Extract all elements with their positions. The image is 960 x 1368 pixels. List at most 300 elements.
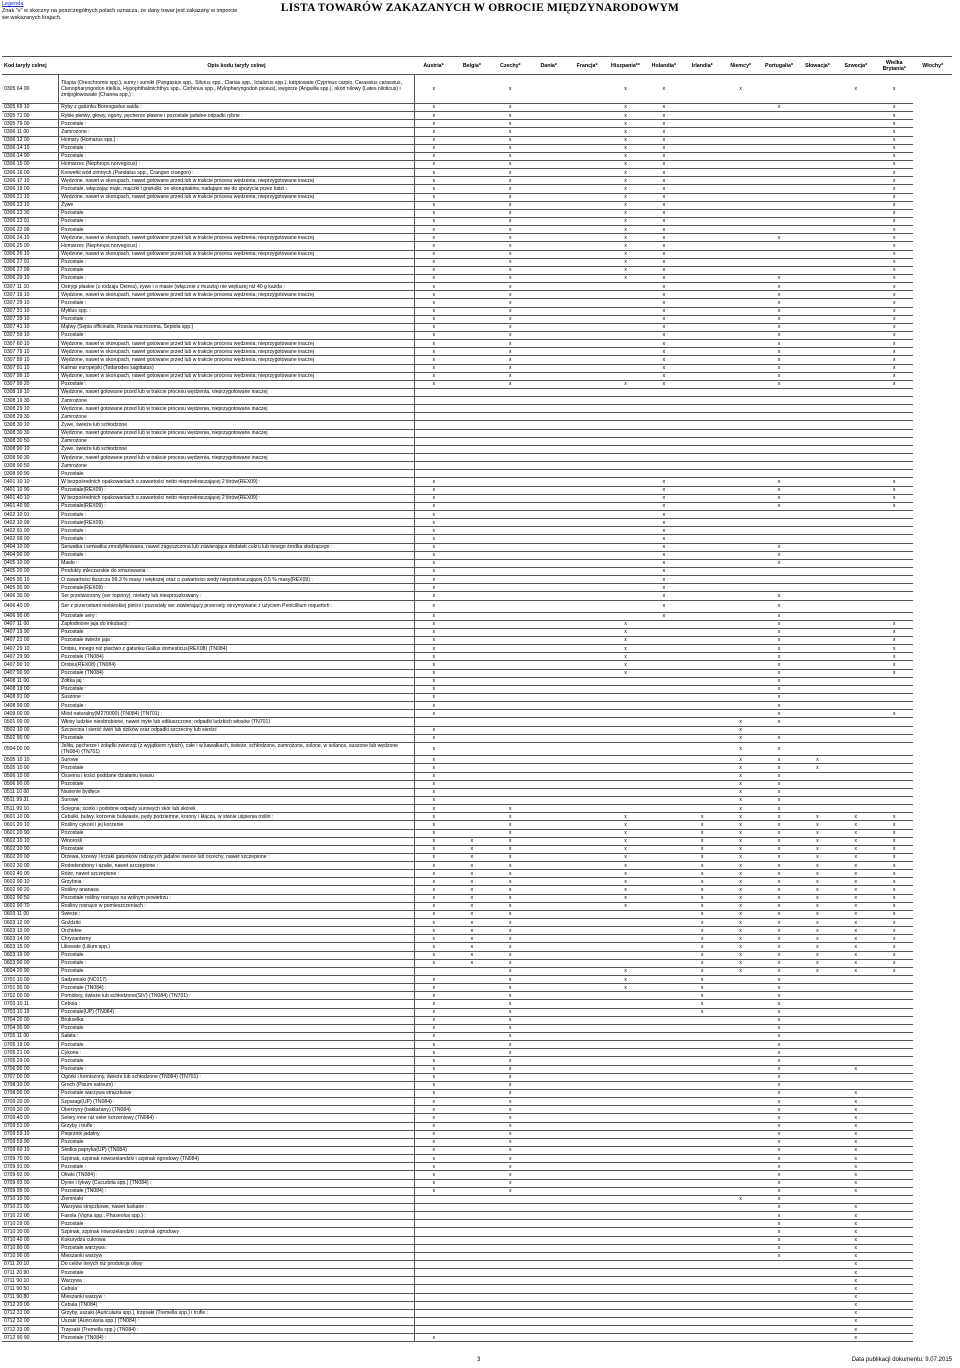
ban-mark: x bbox=[414, 323, 452, 331]
tariff-description: Pozostałe bbox=[59, 845, 415, 853]
ban-mark bbox=[530, 1049, 568, 1057]
ban-mark bbox=[645, 1220, 683, 1228]
ban-mark bbox=[453, 283, 491, 291]
ban-mark: x bbox=[491, 242, 529, 250]
ban-mark bbox=[491, 645, 529, 653]
ban-mark: x bbox=[760, 935, 798, 943]
ban-mark bbox=[606, 437, 644, 445]
ban-mark bbox=[837, 1000, 875, 1008]
table-row bbox=[2, 169, 952, 177]
table-row bbox=[2, 1228, 952, 1236]
table-row bbox=[2, 693, 952, 701]
ban-mark bbox=[683, 356, 721, 364]
ban-mark: x bbox=[645, 185, 683, 193]
ban-mark bbox=[606, 584, 644, 592]
ban-mark bbox=[645, 927, 683, 935]
ban-mark bbox=[683, 340, 721, 348]
ban-mark bbox=[568, 1024, 606, 1032]
ban-mark bbox=[530, 120, 568, 128]
tariff-code: 0406 30 00 bbox=[2, 592, 59, 600]
ban-mark bbox=[683, 266, 721, 274]
ban-mark: x bbox=[414, 645, 452, 653]
ban-mark bbox=[530, 677, 568, 685]
ban-mark bbox=[837, 568, 875, 576]
ban-mark: x bbox=[875, 291, 913, 299]
ban-mark bbox=[414, 1220, 452, 1228]
ban-mark bbox=[798, 234, 836, 242]
ban-mark: x bbox=[414, 693, 452, 701]
ban-mark bbox=[875, 718, 913, 726]
ban-mark bbox=[683, 169, 721, 177]
ban-mark bbox=[530, 372, 568, 380]
table-row bbox=[2, 283, 952, 291]
table-row bbox=[2, 185, 952, 193]
ban-mark: x bbox=[645, 144, 683, 152]
ban-mark: x bbox=[837, 1098, 875, 1106]
ban-mark: x bbox=[606, 136, 644, 144]
ban-mark bbox=[837, 177, 875, 185]
ban-mark bbox=[530, 1334, 568, 1342]
ban-mark bbox=[837, 559, 875, 567]
ban-mark bbox=[837, 462, 875, 470]
ban-mark bbox=[606, 405, 644, 413]
table-row bbox=[2, 620, 952, 628]
ban-mark: x bbox=[875, 927, 913, 935]
ban-mark bbox=[453, 1155, 491, 1163]
ban-mark: x bbox=[491, 307, 529, 315]
table-row bbox=[2, 128, 952, 136]
ban-mark bbox=[530, 519, 568, 527]
ban-mark bbox=[453, 637, 491, 645]
tariff-code: 0405 10 00 bbox=[2, 559, 59, 567]
tariff-description: Wędzone, nawet w skorupach, nawet gotowane przed lub w trakcie procesu wędzenia; nieprzygotowane inaczej bbox=[59, 177, 415, 185]
ban-mark bbox=[453, 992, 491, 1000]
tariff-code: 0306 27 91 bbox=[2, 258, 59, 266]
tariff-description: Groch (Pisum sativum) : bbox=[59, 1081, 415, 1089]
ban-mark bbox=[530, 862, 568, 870]
ban-mark bbox=[645, 645, 683, 653]
tariff-description: Pozostałe bbox=[59, 1024, 415, 1032]
ban-mark: x bbox=[875, 209, 913, 217]
ban-mark: x bbox=[760, 870, 798, 878]
ban-mark: x bbox=[721, 967, 759, 975]
ban-mark bbox=[683, 1285, 721, 1293]
ban-mark bbox=[683, 1334, 721, 1342]
ban-mark bbox=[568, 1138, 606, 1146]
ban-mark bbox=[530, 1228, 568, 1236]
ban-mark bbox=[760, 169, 798, 177]
ban-mark bbox=[721, 1285, 759, 1293]
ban-mark bbox=[606, 959, 644, 967]
table-row bbox=[2, 734, 952, 742]
ban-mark: x bbox=[760, 734, 798, 742]
ban-mark bbox=[875, 543, 913, 551]
ban-mark bbox=[568, 160, 606, 168]
tariff-code: 0602 90 10 bbox=[2, 878, 59, 886]
ban-mark bbox=[837, 185, 875, 193]
tariff-code: 0709 59 90 bbox=[2, 1138, 59, 1146]
ban-mark bbox=[491, 677, 529, 685]
ban-mark bbox=[530, 600, 568, 612]
ban-mark: x bbox=[645, 104, 683, 112]
ban-mark bbox=[645, 902, 683, 910]
ban-mark bbox=[645, 1138, 683, 1146]
ban-mark bbox=[645, 878, 683, 886]
ban-mark bbox=[837, 992, 875, 1000]
ban-mark bbox=[568, 600, 606, 612]
ban-mark bbox=[453, 380, 491, 388]
ban-mark bbox=[721, 364, 759, 372]
ban-mark bbox=[875, 764, 913, 772]
ban-mark bbox=[606, 1260, 644, 1268]
ban-mark bbox=[798, 612, 836, 620]
ban-mark bbox=[837, 470, 875, 478]
ban-mark bbox=[568, 661, 606, 669]
ban-mark: x bbox=[760, 1016, 798, 1024]
table-row bbox=[2, 919, 952, 927]
ban-mark: x bbox=[491, 291, 529, 299]
ban-mark: x bbox=[491, 910, 529, 918]
ban-mark bbox=[683, 160, 721, 168]
ban-mark bbox=[721, 291, 759, 299]
table-row bbox=[2, 902, 952, 910]
tariff-code: 0706 90 00 bbox=[2, 1065, 59, 1073]
ban-mark bbox=[721, 1024, 759, 1032]
ban-mark bbox=[453, 788, 491, 796]
ban-mark bbox=[606, 1228, 644, 1236]
tariff-description: Drobiu, innego niż ptactwo z gatunku Gallus domesticus(REX08) (TN084) bbox=[59, 645, 415, 653]
ban-mark bbox=[568, 299, 606, 307]
ban-mark: x bbox=[491, 813, 529, 821]
ban-mark: x bbox=[491, 160, 529, 168]
ban-mark bbox=[721, 502, 759, 510]
ban-mark: x bbox=[606, 193, 644, 201]
ban-mark bbox=[683, 470, 721, 478]
ban-mark: x bbox=[875, 169, 913, 177]
table-row bbox=[2, 1090, 952, 1098]
tariff-description: Pozostałe : bbox=[59, 274, 415, 282]
ban-mark: x bbox=[875, 486, 913, 494]
tariff-code: 0705 21 00 bbox=[2, 1049, 59, 1057]
ban-mark bbox=[798, 1171, 836, 1179]
ban-mark bbox=[645, 837, 683, 845]
column-header: Kod taryfy celnej bbox=[2, 57, 59, 75]
ban-mark bbox=[837, 527, 875, 535]
ban-mark bbox=[721, 1146, 759, 1154]
table-row bbox=[2, 177, 952, 185]
ban-mark bbox=[568, 984, 606, 992]
ban-mark: x bbox=[721, 837, 759, 845]
ban-mark: x bbox=[453, 935, 491, 943]
ban-mark: x bbox=[837, 1155, 875, 1163]
tariff-description: Trzęsaki (Tremella spp.) (TN084) : bbox=[59, 1326, 415, 1334]
ban-mark bbox=[683, 1228, 721, 1236]
ban-mark: x bbox=[798, 878, 836, 886]
ban-mark bbox=[530, 1033, 568, 1041]
table-row bbox=[2, 853, 952, 861]
table-row bbox=[2, 1252, 952, 1260]
table-row bbox=[2, 291, 952, 299]
tariff-code: 0709 70 00 bbox=[2, 1155, 59, 1163]
tariff-code: 0710 40 00 bbox=[2, 1236, 59, 1244]
ban-mark bbox=[530, 796, 568, 804]
ban-mark: x bbox=[837, 1138, 875, 1146]
tariff-description: Mątwy (Sepia officinalis, Rossia macrosoma, Sepiola spp.) bbox=[59, 323, 415, 331]
ban-mark bbox=[453, 454, 491, 462]
ban-mark bbox=[491, 628, 529, 636]
ban-mark bbox=[721, 551, 759, 559]
tariff-code: 0404 90 00 bbox=[2, 551, 59, 559]
tariff-code: 0307 99 10 bbox=[2, 372, 59, 380]
ban-mark: x bbox=[760, 661, 798, 669]
ban-mark: x bbox=[491, 331, 529, 339]
tariff-code: 0601 20 10 bbox=[2, 821, 59, 829]
tariff-description: Do celów innych niż produkcja oliwy bbox=[59, 1260, 415, 1268]
ban-mark bbox=[530, 568, 568, 576]
ban-mark bbox=[645, 780, 683, 788]
ban-mark bbox=[837, 576, 875, 584]
ban-mark bbox=[721, 185, 759, 193]
ban-mark bbox=[414, 1260, 452, 1268]
ban-mark bbox=[530, 209, 568, 217]
ban-mark: x bbox=[760, 853, 798, 861]
ban-mark bbox=[453, 462, 491, 470]
table-row bbox=[2, 1212, 952, 1220]
ban-mark bbox=[568, 1065, 606, 1073]
ban-mark bbox=[453, 764, 491, 772]
ban-mark: x bbox=[491, 340, 529, 348]
ban-mark: x bbox=[760, 1155, 798, 1163]
ban-mark bbox=[645, 1244, 683, 1252]
table-row bbox=[2, 568, 952, 576]
table-row bbox=[2, 470, 952, 478]
ban-mark bbox=[645, 620, 683, 628]
ban-mark bbox=[645, 693, 683, 701]
ban-mark: x bbox=[414, 1122, 452, 1130]
ban-mark bbox=[683, 620, 721, 628]
ban-mark: x bbox=[721, 862, 759, 870]
ban-mark bbox=[645, 788, 683, 796]
ban-mark bbox=[568, 821, 606, 829]
ban-mark bbox=[568, 1033, 606, 1041]
ban-mark bbox=[798, 193, 836, 201]
legend-title-link[interactable]: Legenda bbox=[2, 1, 24, 7]
ban-mark: x bbox=[645, 559, 683, 567]
tariff-description: Rośliny ananasa bbox=[59, 886, 415, 894]
ban-mark bbox=[568, 592, 606, 600]
ban-mark bbox=[606, 388, 644, 396]
tariff-code: 0306 22 91 bbox=[2, 217, 59, 225]
ban-mark bbox=[798, 160, 836, 168]
tariff-code: 0406 40 00 bbox=[2, 600, 59, 612]
ban-mark bbox=[760, 413, 798, 421]
table-row bbox=[2, 1285, 952, 1293]
table-row bbox=[2, 445, 952, 453]
ban-mark bbox=[414, 1301, 452, 1309]
ban-mark bbox=[798, 551, 836, 559]
tariff-code: 0502 10 00 bbox=[2, 726, 59, 734]
tariff-code: 0709 93 00 bbox=[2, 1179, 59, 1187]
ban-mark bbox=[530, 886, 568, 894]
ban-mark bbox=[530, 967, 568, 975]
ban-mark: x bbox=[414, 1146, 452, 1154]
ban-mark bbox=[875, 805, 913, 813]
ban-mark bbox=[837, 348, 875, 356]
tariff-description: Żółtka jaj : bbox=[59, 677, 415, 685]
ban-mark bbox=[491, 1326, 529, 1334]
ban-mark bbox=[837, 592, 875, 600]
ban-mark bbox=[875, 726, 913, 734]
ban-mark: x bbox=[760, 813, 798, 821]
ban-mark: x bbox=[414, 568, 452, 576]
ban-mark bbox=[414, 1277, 452, 1285]
ban-mark: x bbox=[760, 348, 798, 356]
ban-mark: x bbox=[606, 217, 644, 225]
ban-mark bbox=[453, 445, 491, 453]
ban-mark bbox=[530, 1155, 568, 1163]
ban-mark bbox=[453, 821, 491, 829]
ban-mark: x bbox=[683, 870, 721, 878]
ban-mark bbox=[530, 1285, 568, 1293]
ban-mark bbox=[837, 152, 875, 160]
ban-mark: x bbox=[875, 274, 913, 282]
ban-mark bbox=[721, 1065, 759, 1073]
ban-mark bbox=[453, 772, 491, 780]
ban-mark bbox=[568, 1179, 606, 1187]
ban-mark bbox=[491, 511, 529, 519]
ban-mark bbox=[530, 421, 568, 429]
ban-mark bbox=[530, 1016, 568, 1024]
tariff-code: 0402 91 00 bbox=[2, 527, 59, 535]
tariff-code: 0709 59 10 bbox=[2, 1130, 59, 1138]
ban-mark bbox=[530, 535, 568, 543]
ban-mark: x bbox=[491, 1090, 529, 1098]
ban-mark: x bbox=[645, 266, 683, 274]
ban-mark bbox=[875, 1163, 913, 1171]
table-row bbox=[2, 543, 952, 551]
ban-mark bbox=[683, 612, 721, 620]
tariff-description: Pozostałe : bbox=[59, 551, 415, 559]
ban-mark bbox=[530, 1244, 568, 1252]
tariff-description: Cebula bbox=[59, 1285, 415, 1293]
ban-mark bbox=[568, 185, 606, 193]
ban-mark bbox=[875, 535, 913, 543]
ban-mark: x bbox=[645, 128, 683, 136]
ban-mark bbox=[645, 1252, 683, 1260]
ban-mark bbox=[837, 209, 875, 217]
ban-mark bbox=[568, 274, 606, 282]
ban-mark bbox=[760, 226, 798, 234]
tariff-code: 0307 59 10 bbox=[2, 331, 59, 339]
ban-mark bbox=[414, 1228, 452, 1236]
ban-mark bbox=[721, 1041, 759, 1049]
ban-mark bbox=[837, 543, 875, 551]
ban-mark bbox=[798, 742, 836, 755]
ban-mark bbox=[875, 527, 913, 535]
ban-mark bbox=[606, 1195, 644, 1203]
ban-mark bbox=[837, 742, 875, 755]
tariff-description: Drobiu(REX08) (TN084) bbox=[59, 661, 415, 669]
ban-mark bbox=[568, 612, 606, 620]
ban-mark bbox=[568, 1146, 606, 1154]
ban-mark bbox=[453, 217, 491, 225]
ban-mark bbox=[798, 291, 836, 299]
ban-mark bbox=[875, 677, 913, 685]
ban-mark bbox=[683, 283, 721, 291]
ban-mark bbox=[568, 1293, 606, 1301]
ban-mark: x bbox=[683, 829, 721, 837]
ban-mark: x bbox=[645, 551, 683, 559]
ban-mark bbox=[721, 429, 759, 437]
tariff-code: 0702 00 00 bbox=[2, 992, 59, 1000]
ban-mark: x bbox=[645, 201, 683, 209]
ban-mark bbox=[837, 661, 875, 669]
table-row bbox=[2, 486, 952, 494]
tariff-description: Wędzone, nawet gotowane przed lub w trakcie procesu wędzenia, nieprzygotowane inaczej bbox=[59, 388, 415, 396]
tariff-description: Osseina i kości poddane działaniu kwasu bbox=[59, 772, 415, 780]
ban-mark: x bbox=[721, 821, 759, 829]
tariff-description: Homarzec (Nephrops norvegicus) : bbox=[59, 242, 415, 250]
ban-mark bbox=[530, 976, 568, 984]
tariff-description: Zamrożone bbox=[59, 462, 415, 470]
ban-mark bbox=[568, 845, 606, 853]
ban-mark: x bbox=[491, 845, 529, 853]
tariff-code: 0306 22 10 bbox=[2, 201, 59, 209]
ban-mark bbox=[645, 853, 683, 861]
ban-mark bbox=[645, 734, 683, 742]
ban-mark bbox=[530, 340, 568, 348]
ban-mark bbox=[875, 1301, 913, 1309]
table-row bbox=[2, 813, 952, 821]
tariff-code: 0705 29 00 bbox=[2, 1057, 59, 1065]
ban-mark bbox=[645, 1000, 683, 1008]
tariff-description: Pozostałe(REX09) : bbox=[59, 519, 415, 527]
tariff-description: Słodka papryka(UP) (TN084) bbox=[59, 1146, 415, 1154]
table-row bbox=[2, 669, 952, 677]
column-header: Belgia* bbox=[453, 57, 491, 75]
ban-mark bbox=[491, 462, 529, 470]
ban-mark bbox=[683, 1016, 721, 1024]
ban-mark bbox=[491, 576, 529, 584]
tariff-description: Pozostałe bbox=[59, 967, 415, 975]
tariff-code: 0308 19 30 bbox=[2, 397, 59, 405]
ban-mark bbox=[491, 772, 529, 780]
ban-mark bbox=[683, 1138, 721, 1146]
ban-mark: x bbox=[414, 780, 452, 788]
ban-mark bbox=[568, 919, 606, 927]
ban-mark bbox=[530, 380, 568, 388]
ban-mark bbox=[530, 348, 568, 356]
ban-mark: x bbox=[760, 967, 798, 975]
tariff-description: Oberżyny (bakłażany) (TN084) bbox=[59, 1106, 415, 1114]
ban-mark bbox=[568, 1252, 606, 1260]
ban-mark: x bbox=[837, 1171, 875, 1179]
ban-mark bbox=[683, 405, 721, 413]
ban-mark bbox=[875, 559, 913, 567]
tariff-description: Pozostałe(UP) (TN084) bbox=[59, 1008, 415, 1016]
ban-mark bbox=[530, 274, 568, 282]
ban-mark: x bbox=[414, 1000, 452, 1008]
ban-mark bbox=[453, 1317, 491, 1325]
ban-mark bbox=[760, 405, 798, 413]
ban-mark bbox=[645, 1317, 683, 1325]
ban-mark bbox=[568, 726, 606, 734]
ban-mark: x bbox=[875, 910, 913, 918]
ban-mark: x bbox=[491, 152, 529, 160]
ban-mark: x bbox=[491, 266, 529, 274]
ban-mark: x bbox=[606, 894, 644, 902]
ban-mark: x bbox=[760, 645, 798, 653]
